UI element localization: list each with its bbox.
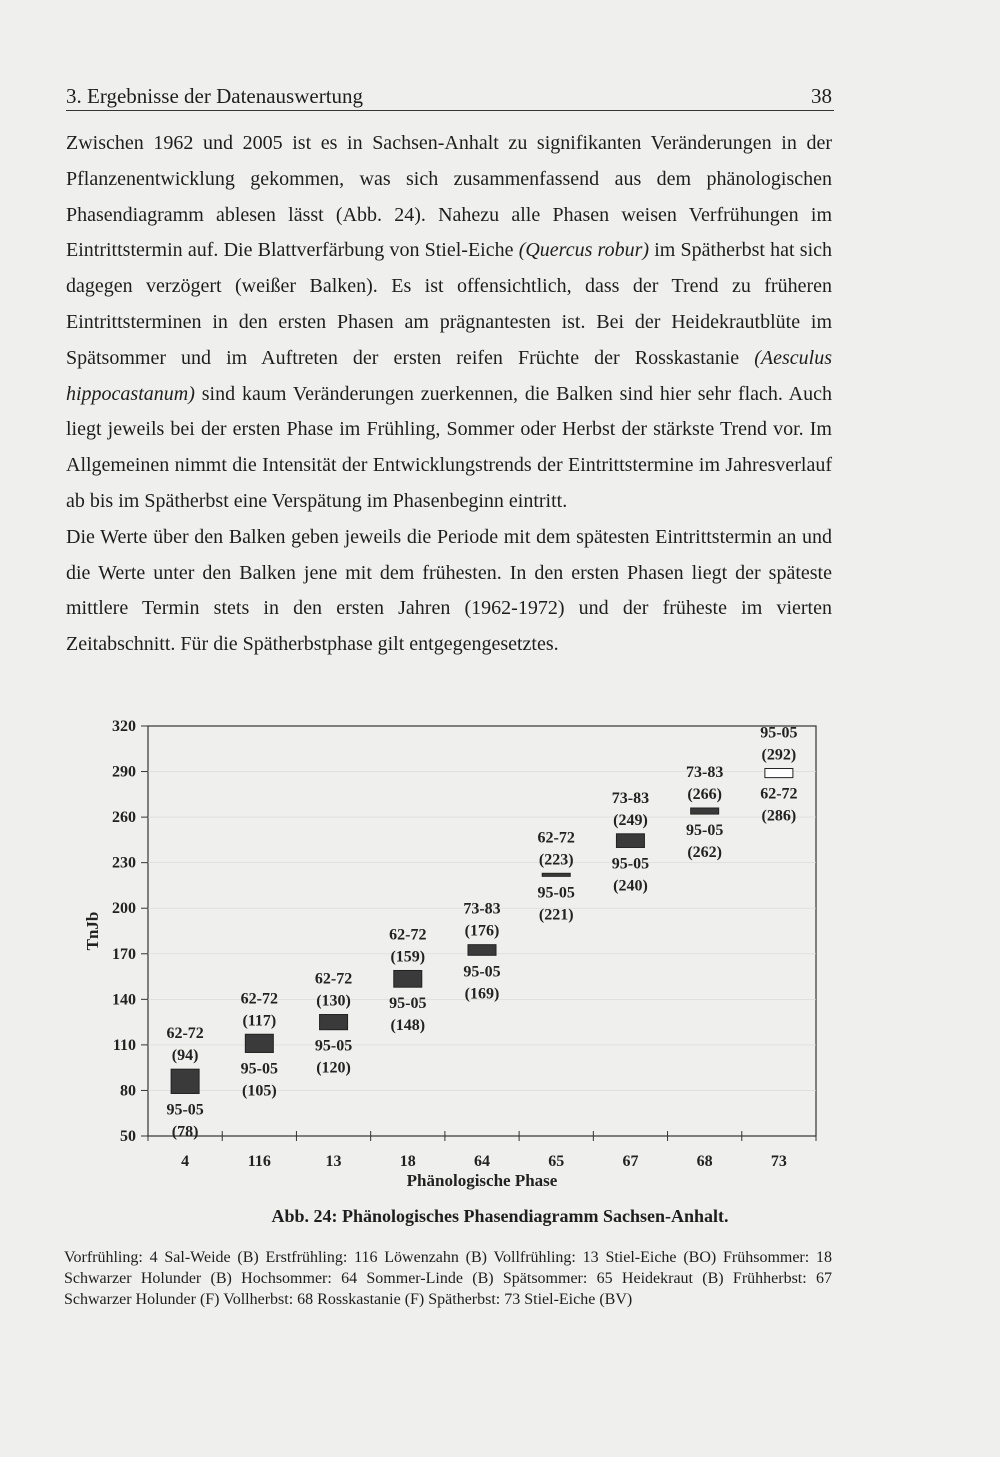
bar-top-value-label: (223) [538, 851, 574, 869]
paragraph-1-part-2: im Spätherbst hat sich dagegen verzögert (weißer Balken). Es ist offensichtlich, dass der Trend zu früheren Eintrittsterminen in den ersten Phasen am prägnantesten ist. Bei der Heidekrautblüte im Spätsommer und im Auftreten der ersten reifen Früchte der Rosskastanie [66, 239, 832, 369]
x-axis-title: Phänologische Phase [406, 1171, 558, 1190]
figure-legend: Vorfrühling: 4 Sal-Weide (B) Erstfrühling: 116 Löwenzahn (B) Vollfrühling: 13 Stiel-Eiche (BO) Frühsommer: 18 Schwarzer Holunder (B) Hochsommer: 64 Sommer-Linde (B) Spätsommer: 65 Heidekraut (B) Frühherbst: 67 Schwarzer Holunder (F) Vollherbst: 68 Rosskastanie (F) Spätherbst: 73 Stiel-Eiche (BV) [64, 1249, 832, 1308]
bar-top-period-label: 73-83 [611, 789, 650, 807]
range-bar [394, 970, 422, 987]
x-tick-label: 64 [474, 1153, 490, 1170]
y-tick-label: 50 [120, 1128, 136, 1145]
range-bar [320, 1015, 348, 1030]
x-tick-label: 13 [325, 1153, 342, 1170]
x-tick-label: 4 [181, 1153, 190, 1170]
bar-bottom-period-label: 95-05 [240, 1060, 278, 1078]
species-name-aesculus: (Aesculus hippocastanum) [66, 346, 832, 405]
bar-bottom-period-label: 95-05 [314, 1037, 353, 1055]
bar-bottom-period-label: 95-05 [166, 1101, 204, 1119]
bar-bottom-value-label: (148) [390, 1017, 426, 1035]
bar-bottom-period-label: 62-72 [760, 785, 798, 803]
y-tick-label: 110 [112, 1036, 136, 1054]
x-tick-label: 68 [696, 1153, 713, 1170]
y-tick-label: 200 [112, 900, 136, 918]
bar-top-period-label: 62-72 [389, 926, 427, 944]
body-text [66, 126, 832, 663]
range-bar [542, 873, 570, 876]
x-tick-label: 116 [247, 1153, 271, 1170]
y-tick-label: 320 [112, 718, 136, 735]
bar-top-value-label: (249) [613, 811, 648, 829]
chapter-title: 3. Ergebnisse der Datenauswertung [66, 84, 364, 108]
phase-diagram-chart [60, 710, 840, 1200]
bar-top-value-label: (130) [316, 992, 351, 1010]
bar-bottom-value-label: (169) [464, 985, 500, 1003]
bar-top-value-label: (176) [464, 922, 500, 940]
x-tick-label: 73 [770, 1153, 787, 1170]
bar-bottom-period-label: 95-05 [686, 822, 724, 840]
bar-bottom-period-label: 95-05 [611, 855, 650, 873]
y-tick-label: 140 [112, 991, 136, 1009]
page-header [66, 80, 834, 111]
bar-top-period-label: 95-05 [760, 724, 798, 742]
paragraph-1-part-3: sind kaum Veränderungen zuerkennen, die Balken sind hier sehr flach. Auch liegt jeweils bei der ersten Phase im Frühling, Sommer oder Herbst der stärkste Trend vor. Im Allgemeinen nimmt die Intensität der Entwicklungstrends der Eintrittstermine im Jahresverlauf ab bis im Spätherbst eine Verspätung im Phasenbeginn eintritt. [66, 382, 832, 512]
range-bar [468, 945, 496, 956]
bar-top-period-label: 62-72 [537, 829, 575, 847]
bar-top-period-label: 62-72 [314, 970, 353, 988]
paragraph-1 [66, 126, 832, 520]
page-number: 38 [811, 84, 832, 108]
y-axis-title: TnJb [83, 911, 102, 951]
x-tick-label: 65 [548, 1153, 565, 1170]
bar-bottom-period-label: 95-05 [537, 884, 575, 902]
y-tick-label: 230 [112, 854, 136, 872]
bar-top-period-label: 62-72 [240, 990, 278, 1008]
y-tick-label: 260 [112, 809, 136, 827]
bar-bottom-value-label: (120) [316, 1059, 351, 1077]
y-tick-label: 290 [112, 763, 136, 781]
bar-top-value-label: (266) [687, 786, 722, 803]
range-bar [691, 808, 719, 814]
bar-top-period-label: 73-83 [686, 764, 724, 781]
bar-bottom-value-label: (262) [687, 844, 722, 862]
bar-bottom-value-label: (240) [613, 877, 648, 895]
figure-caption: Abb. 24: Phänologisches Phasendiagramm Sachsen-Anhalt. [271, 1206, 729, 1226]
range-bar [765, 769, 793, 778]
bar-top-value-label: (94) [171, 1047, 199, 1065]
y-tick-label: 170 [112, 945, 136, 963]
x-tick-label: 67 [622, 1153, 639, 1170]
bar-top-value-label: (117) [242, 1012, 277, 1030]
bar-top-value-label: (159) [390, 948, 426, 966]
bar-bottom-value-label: (286) [761, 807, 797, 825]
bar-bottom-value-label: (78) [171, 1123, 199, 1141]
paragraph-1-part-1: Zwischen 1962 und 2005 ist es in Sachsen-Anhalt zu signifikanten Veränderungen in der Pflanzenentwicklung gekommen, was sich zusammenfassend aus dem phänologischen Phasendiagramm ablesen lässt (Abb. 24). Nahezu alle Phasen weisen Verfrühungen im Eintrittstermin auf. Die Blattverfärbung von Stiel-Eiche [66, 132, 832, 262]
bar-bottom-period-label: 95-05 [463, 963, 501, 981]
bar-top-value-label: (292) [761, 746, 797, 764]
x-tick-label: 18 [399, 1153, 416, 1170]
range-bar [171, 1069, 199, 1093]
paragraph-2: Die Werte über den Balken geben jeweils die Periode mit dem spätesten Eintrittstermin an und die Werte unter den Balken jene mit dem frühesten. In den ersten Phasen liegt der späteste mittlere Termin stets in den ersten Jahren (1962-1972) und der früheste im vierten Zeitabschnitt. Für die Spätherbstphase gilt entgegengesetztes. [66, 525, 832, 656]
bar-bottom-value-label: (105) [242, 1082, 277, 1100]
bar-bottom-period-label: 95-05 [389, 995, 427, 1013]
bar-bottom-value-label: (221) [538, 906, 574, 924]
range-bar [245, 1034, 273, 1052]
y-tick-label: 80 [120, 1082, 136, 1100]
bar-top-period-label: 73-83 [463, 900, 501, 918]
range-bar [616, 834, 644, 848]
species-name-quercus: (Quercus robur) [518, 239, 650, 262]
bar-top-period-label: 62-72 [166, 1025, 204, 1043]
